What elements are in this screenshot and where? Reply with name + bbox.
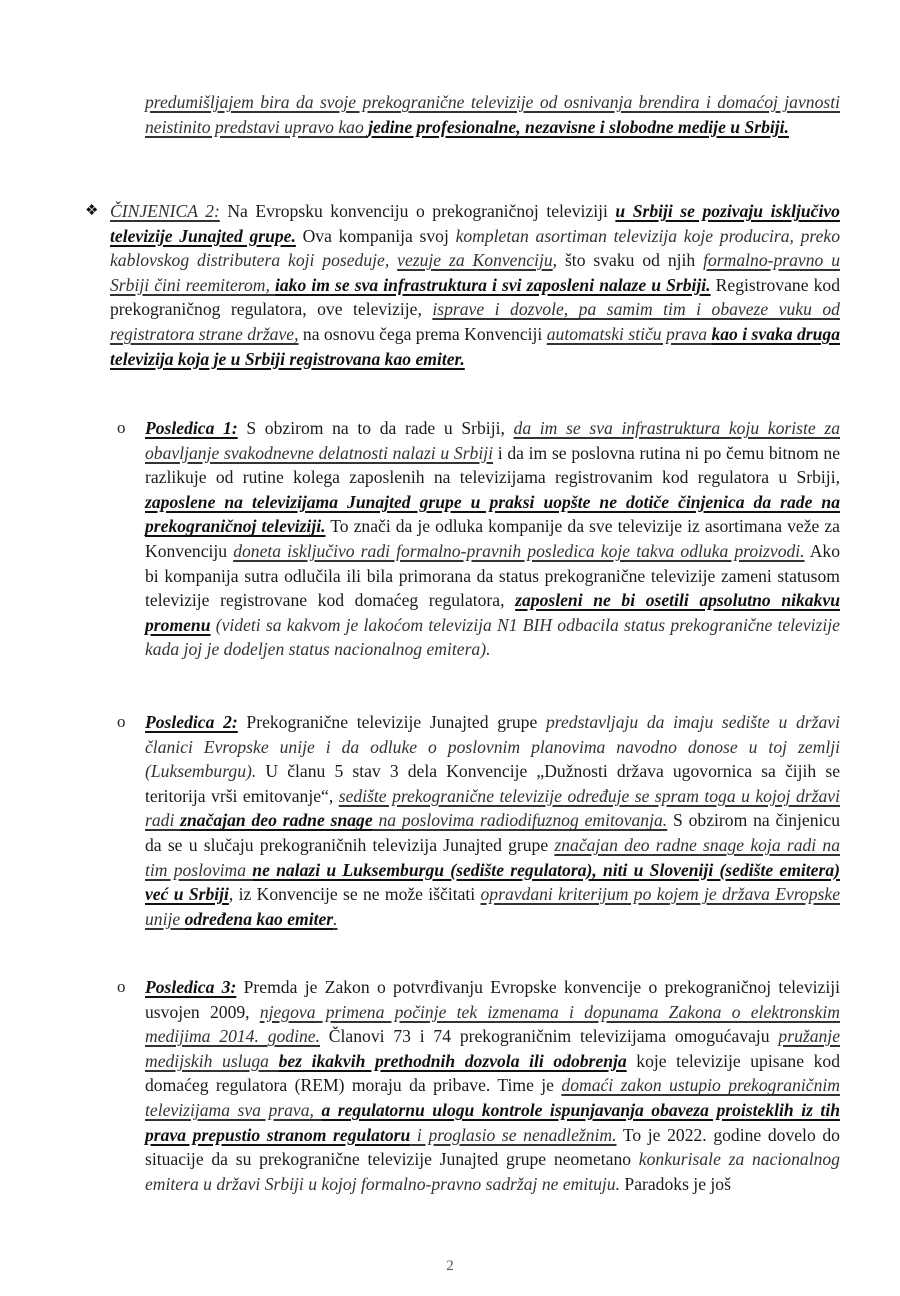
consequence-1-paragraph [145, 416, 840, 662]
diamond-bullet-icon: ❖ [85, 203, 99, 219]
text-run: formalno-pravno u Srbiji čini reemiterom, [110, 250, 841, 295]
text-run: pružanje medijskih usluga [145, 1026, 840, 1071]
text-run: predstavljaju da imaju sedište u državi članici Evropske unije i da odluke o poslovnim planovima navodno donose u toj zemlji (Luksemburgu). [145, 712, 840, 782]
text-run: iako im se sva infrastruktura i svi zaposleni nalaze u Srbiji. [274, 274, 711, 295]
text-run: (videti sa kakvom je lakoćom televizija N1 BIH odbacila status prekogranične televizije kada joj je dodeljen status nacionalnog emitera). [145, 614, 840, 660]
circle-bullet-icon: o [117, 977, 126, 996]
text-run: na osnovu čega prema Konvenciji [298, 323, 547, 344]
text-run: i proglasio se nenadležnim. [410, 1124, 617, 1145]
text-run: a regulatornu ulogu kontrole ispunjavanja obaveza proisteklih iz tih prava prepustio stranom regulatoru [145, 1099, 840, 1145]
text-run: S obzirom na to da rade u Srbiji, [237, 418, 514, 438]
text-run: konkurisale za nacionalnog emitera u državi Srbiji u kojoj formalno-pravno sadržaj ne emituju. [145, 1149, 840, 1194]
circle-bullet-icon: o [117, 418, 126, 437]
text-run: Posledica 1: [145, 418, 238, 438]
text-run: predumišljajem bira da svoje prekogranične televizije od osnivanja brendira i domaćoj javnosti neistinito predstavi upravo kao [145, 92, 840, 137]
text-run: na poslovima radiodifuznog emitovanja. [372, 810, 668, 831]
text-run: određena kao emiter [184, 908, 334, 929]
text-run: , iz Konvencije se ne može iščitati [228, 884, 481, 905]
text-run: ČINJENICA 2: [110, 201, 220, 221]
text-run: u Srbiji se pozivaju isključivo televizije Junajted grupe. [110, 201, 840, 246]
text-run: zaposlene na televizijama Junajted grupe u praksi uopšte ne dotiče činjenica da rade na prekograničnoj televiziji. [145, 491, 840, 537]
text-run: značajan deo radne snage koja radi na tim poslovima [145, 834, 840, 880]
text-run: i da im se poslovna rutina ni po čemu bitnom ne razlikuje od rutine kolega zaposlenih na televizijama registrovanim kod regulatora u Srbiji, [145, 442, 840, 488]
circle-bullet-icon: o [117, 712, 126, 731]
text-run: To je 2022. godine dovelo do situacije da su prekogranične televizije Junajted grupe neometano [145, 1124, 840, 1170]
text-run: kao i svaka druga televizija koja je u Srbiji registrovana kao emiter. [110, 323, 841, 369]
intro-continuation-paragraph [145, 90, 840, 139]
text-run: Paradoks je još [620, 1173, 731, 1194]
text-run: kompletan asortiman televizija koje producira, preko kablovskog distributera koji poseduje, [110, 225, 840, 271]
text-run: bez ikakvih prethodnih dozvola ili odobrenja [278, 1050, 627, 1071]
text-run: njegova primena počinje tek izmenama i dopunama Zakona o elektronskim medijima 2014. godine. [145, 1001, 840, 1047]
text-run: To znači da je odluka kompanije da sve televizije iz asortimana veže za Konvenciju [145, 516, 840, 561]
text-run: sedište prekogranične televizije određuje se spram toga u kojoj državi radi [145, 785, 840, 831]
text-run: jedine profesionalne, nezavisne i slobodne medije u Srbiji. [368, 116, 789, 137]
text-run: domaći zakon ustupio prekograničnim televizijama sva prava, [145, 1075, 840, 1120]
text-run: Premda je Zakon o potvrđivanju Evropske konvencije o prekograničnoj televiziji usvojen 2009, [145, 977, 840, 1022]
text-run: opravdani kriterijum po kojem je država Evropske unije [145, 884, 841, 929]
text-run: Ako bi kompanija sutra odlučila ili bila primorana da status prekogranične televizije zameni statusom televizije registrovane kod domaćeg regulatora, [145, 540, 841, 611]
text-run: doneta isključivo radi formalno-pravnih posledica koje takva odluka proizvodi. [233, 540, 805, 561]
text-run: , što svaku od njih [552, 250, 704, 271]
text-run: vezuje za Konvenciju [397, 250, 553, 271]
text-run: Posledica 2: [145, 712, 238, 732]
text-run: Prekogranične televizije Junajted grupe [237, 712, 546, 732]
text-run: Ova kompanija svoj [295, 225, 456, 246]
text-run: ne nalazi u Luksemburgu (sedište regulatora), niti u Sloveniji (sedište emitera) već u Srbiji [145, 859, 840, 905]
text-run: . [333, 908, 338, 929]
consequence-3-paragraph [145, 975, 840, 1196]
text-run: da im se sva infrastruktura koju koriste za obavljanje svakodnevne delatnosti nalazi u Srbiji [145, 418, 840, 463]
text-run: isprave i dozvole, pa samim tim i obaveze vuku od registratora strane države, [110, 299, 840, 344]
text-run: zaposleni ne bi osetili apsolutno nikakvu promenu [145, 590, 840, 635]
page-number: 2 [446, 1258, 454, 1274]
text-run: Posledica 3: [145, 977, 237, 997]
text-run: automatski stiču prava [546, 323, 712, 344]
fact-2-paragraph [110, 199, 840, 371]
text-run: U članu 5 stav 3 dela Konvencije „Dužnosti država ugovornica sa čijih se teritorija vrši emitovanje“, [145, 761, 840, 806]
text-run: Članovi 73 i 74 prekograničnim televizijama omogućavaju [319, 1026, 779, 1047]
text-run: značajan deo radne snage [180, 810, 373, 831]
text-run: koje televizije upisane kod domaćeg regulatora (REM) moraju da pribave. Time je [145, 1050, 840, 1096]
text-run: Na Evropsku konvenciju o prekograničnoj televiziji [219, 201, 616, 221]
text-run: S obzirom na činjenicu da se u slučaju prekograničnih televizija Junajted grupe [145, 810, 841, 855]
text-run: Registrovane kod prekograničnog regulatora, ove televizije, [110, 274, 840, 320]
consequence-2-paragraph [145, 710, 840, 931]
